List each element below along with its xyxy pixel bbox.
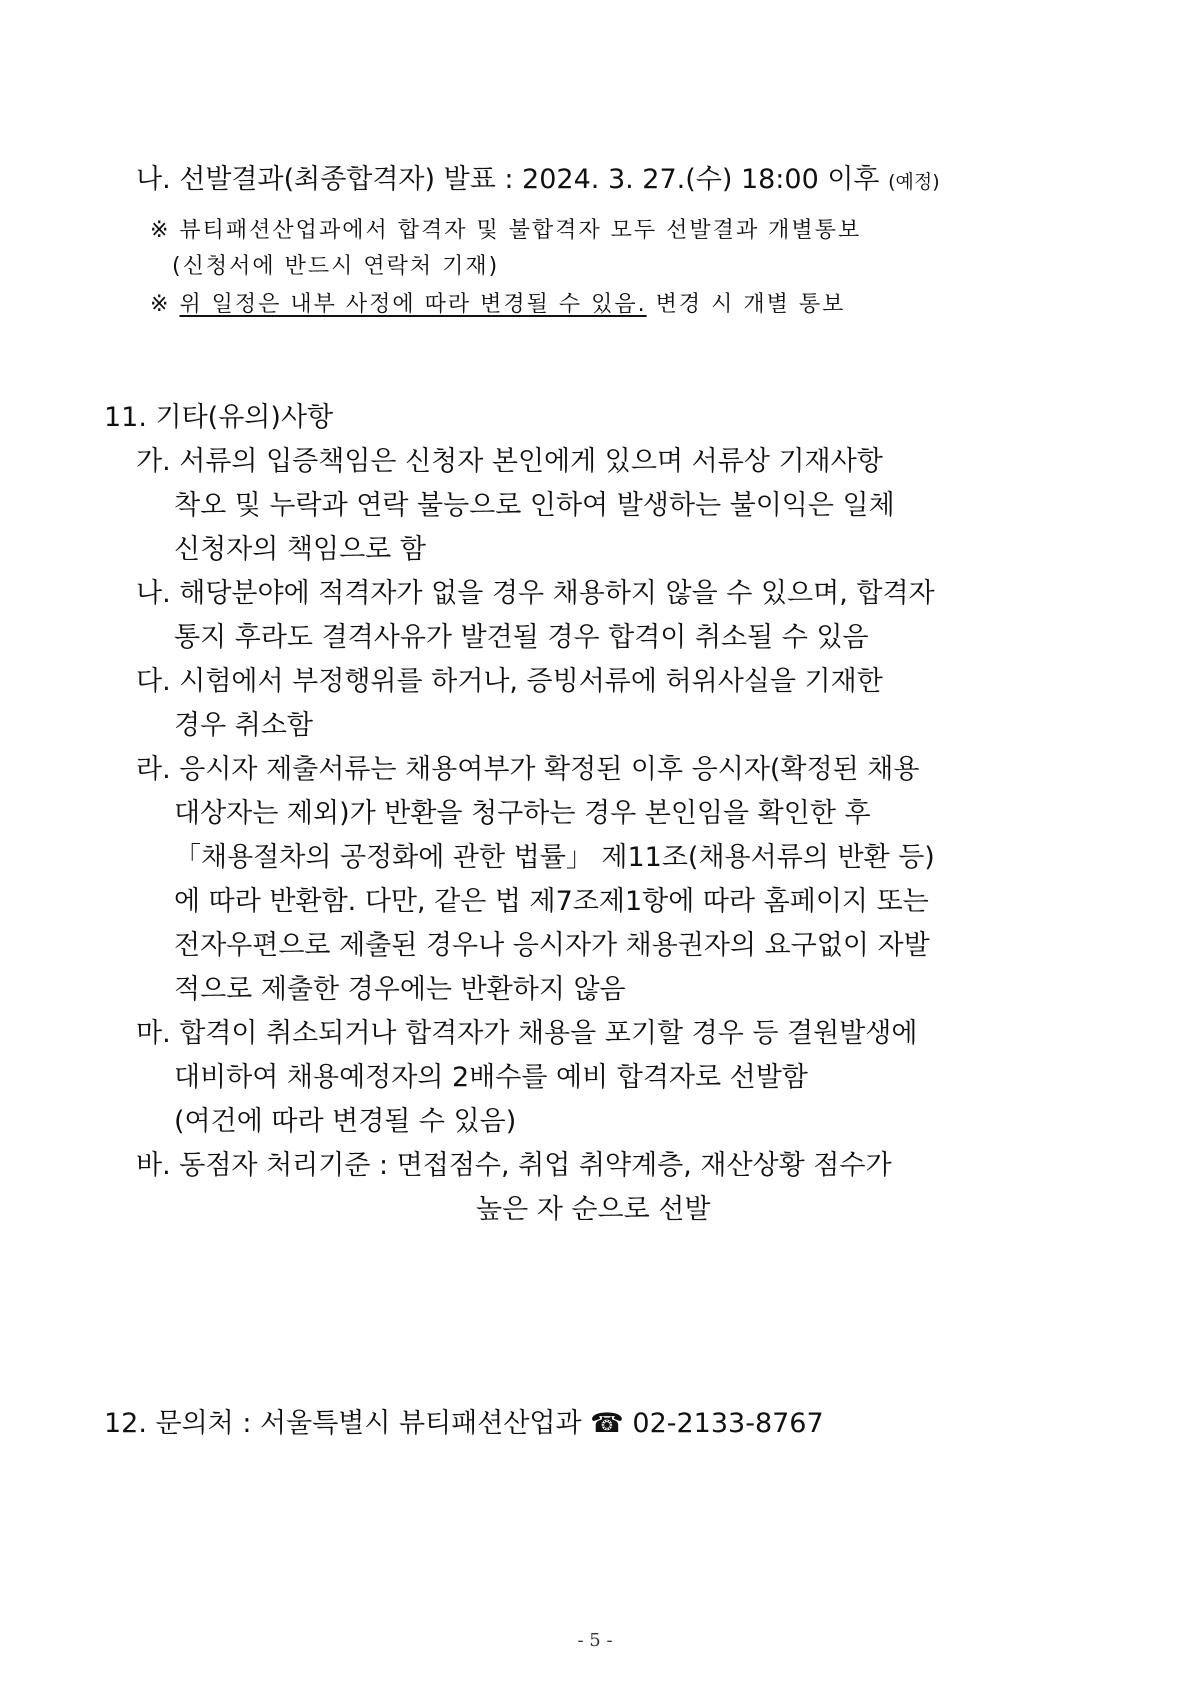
item-ma-line2: 대비하여 채용예정자의 2배수를 예비 합격자로 선발함 — [174, 1062, 808, 1093]
item-na-line1: 나. 해당분야에 적격자가 없을 경우 채용하지 않을 수 있으며, 합격자 — [136, 578, 935, 609]
note-contact-required: (신청서에 반드시 연락처 기재) — [172, 254, 500, 279]
item-ga-line2: 착오 및 누락과 연락 불능으로 인하여 발생하는 불이익은 일체 — [174, 490, 895, 521]
note-underlined-text: 위 일정은 내부 사정에 따라 변경될 수 있음. — [179, 292, 647, 317]
item-na-line2: 통지 후라도 결격사유가 발견될 경우 합격이 취소될 수 있음 — [174, 622, 869, 653]
item-da-line1: 다. 시험에서 부정행위를 하거나, 증빙서류에 허위사실을 기재한 — [136, 666, 883, 697]
item-ma-line1: 마. 합격이 취소되거나 합격자가 채용을 포기할 경우 등 결원발생에 — [136, 1018, 918, 1049]
item-ra-line6: 적으로 제출한 경우에는 반환하지 않음 — [174, 974, 626, 1005]
item-ra-line3: 「채용절차의 공정화에 관한 법률」 제11조(채용서류의 반환 등) — [174, 842, 935, 873]
item-ra-line5: 전자우편으로 제출된 경우나 응시자가 채용권자의 요구없이 자발 — [174, 930, 930, 961]
item-da-line2: 경우 취소함 — [174, 710, 313, 741]
item-ba-line1: 바. 동점자 처리기준 : 면접점수, 취업 취약계층, 재산상황 점수가 — [136, 1150, 892, 1181]
item-ba-line2: 높은 자 순으로 선발 — [476, 1194, 711, 1225]
note-rest-text: 변경 시 개별 통보 — [655, 292, 846, 317]
item-ma-line3: (여건에 따라 변경될 수 있음) — [174, 1106, 517, 1137]
section-heading-11: 11. 기타(유의)사항 — [104, 402, 334, 433]
contact-line: 12. 문의처 : 서울특별시 뷰티패션산업과 ☎ 02-2133-8767 — [104, 1408, 824, 1439]
item-ga-line3: 신청자의 책임으로 함 — [174, 534, 426, 565]
note-individual-notice: ※ 뷰티패션산업과에서 합격자 및 불합격자 모두 선발결과 개별통보 — [150, 218, 862, 243]
note-schedule-change — [150, 294, 845, 316]
announcement-suffix: (예정) — [888, 171, 940, 193]
item-ra-line1: 라. 응시자 제출서류는 채용여부가 확정된 이후 응시자(확정된 채용 — [136, 754, 920, 785]
page-number: - 5 - — [577, 1630, 613, 1651]
announcement-text: 나. 선발결과(최종합격자) 발표 : 2024. 3. 27.(수) 18:00 이후 — [136, 164, 880, 195]
item-ra-line4: 에 따라 반환함. 다만, 같은 법 제7조제1항에 따라 홈페이지 또는 — [174, 886, 929, 917]
item-ga-line1: 가. 서류의 입증책임은 신청자 본인에게 있으며 서류상 기재사항 — [136, 446, 883, 477]
item-ra-line2: 대상자는 제외)가 반환을 청구하는 경우 본인임을 확인한 후 — [174, 798, 871, 829]
announcement-line — [136, 166, 940, 193]
note-mark: ※ — [150, 292, 171, 317]
